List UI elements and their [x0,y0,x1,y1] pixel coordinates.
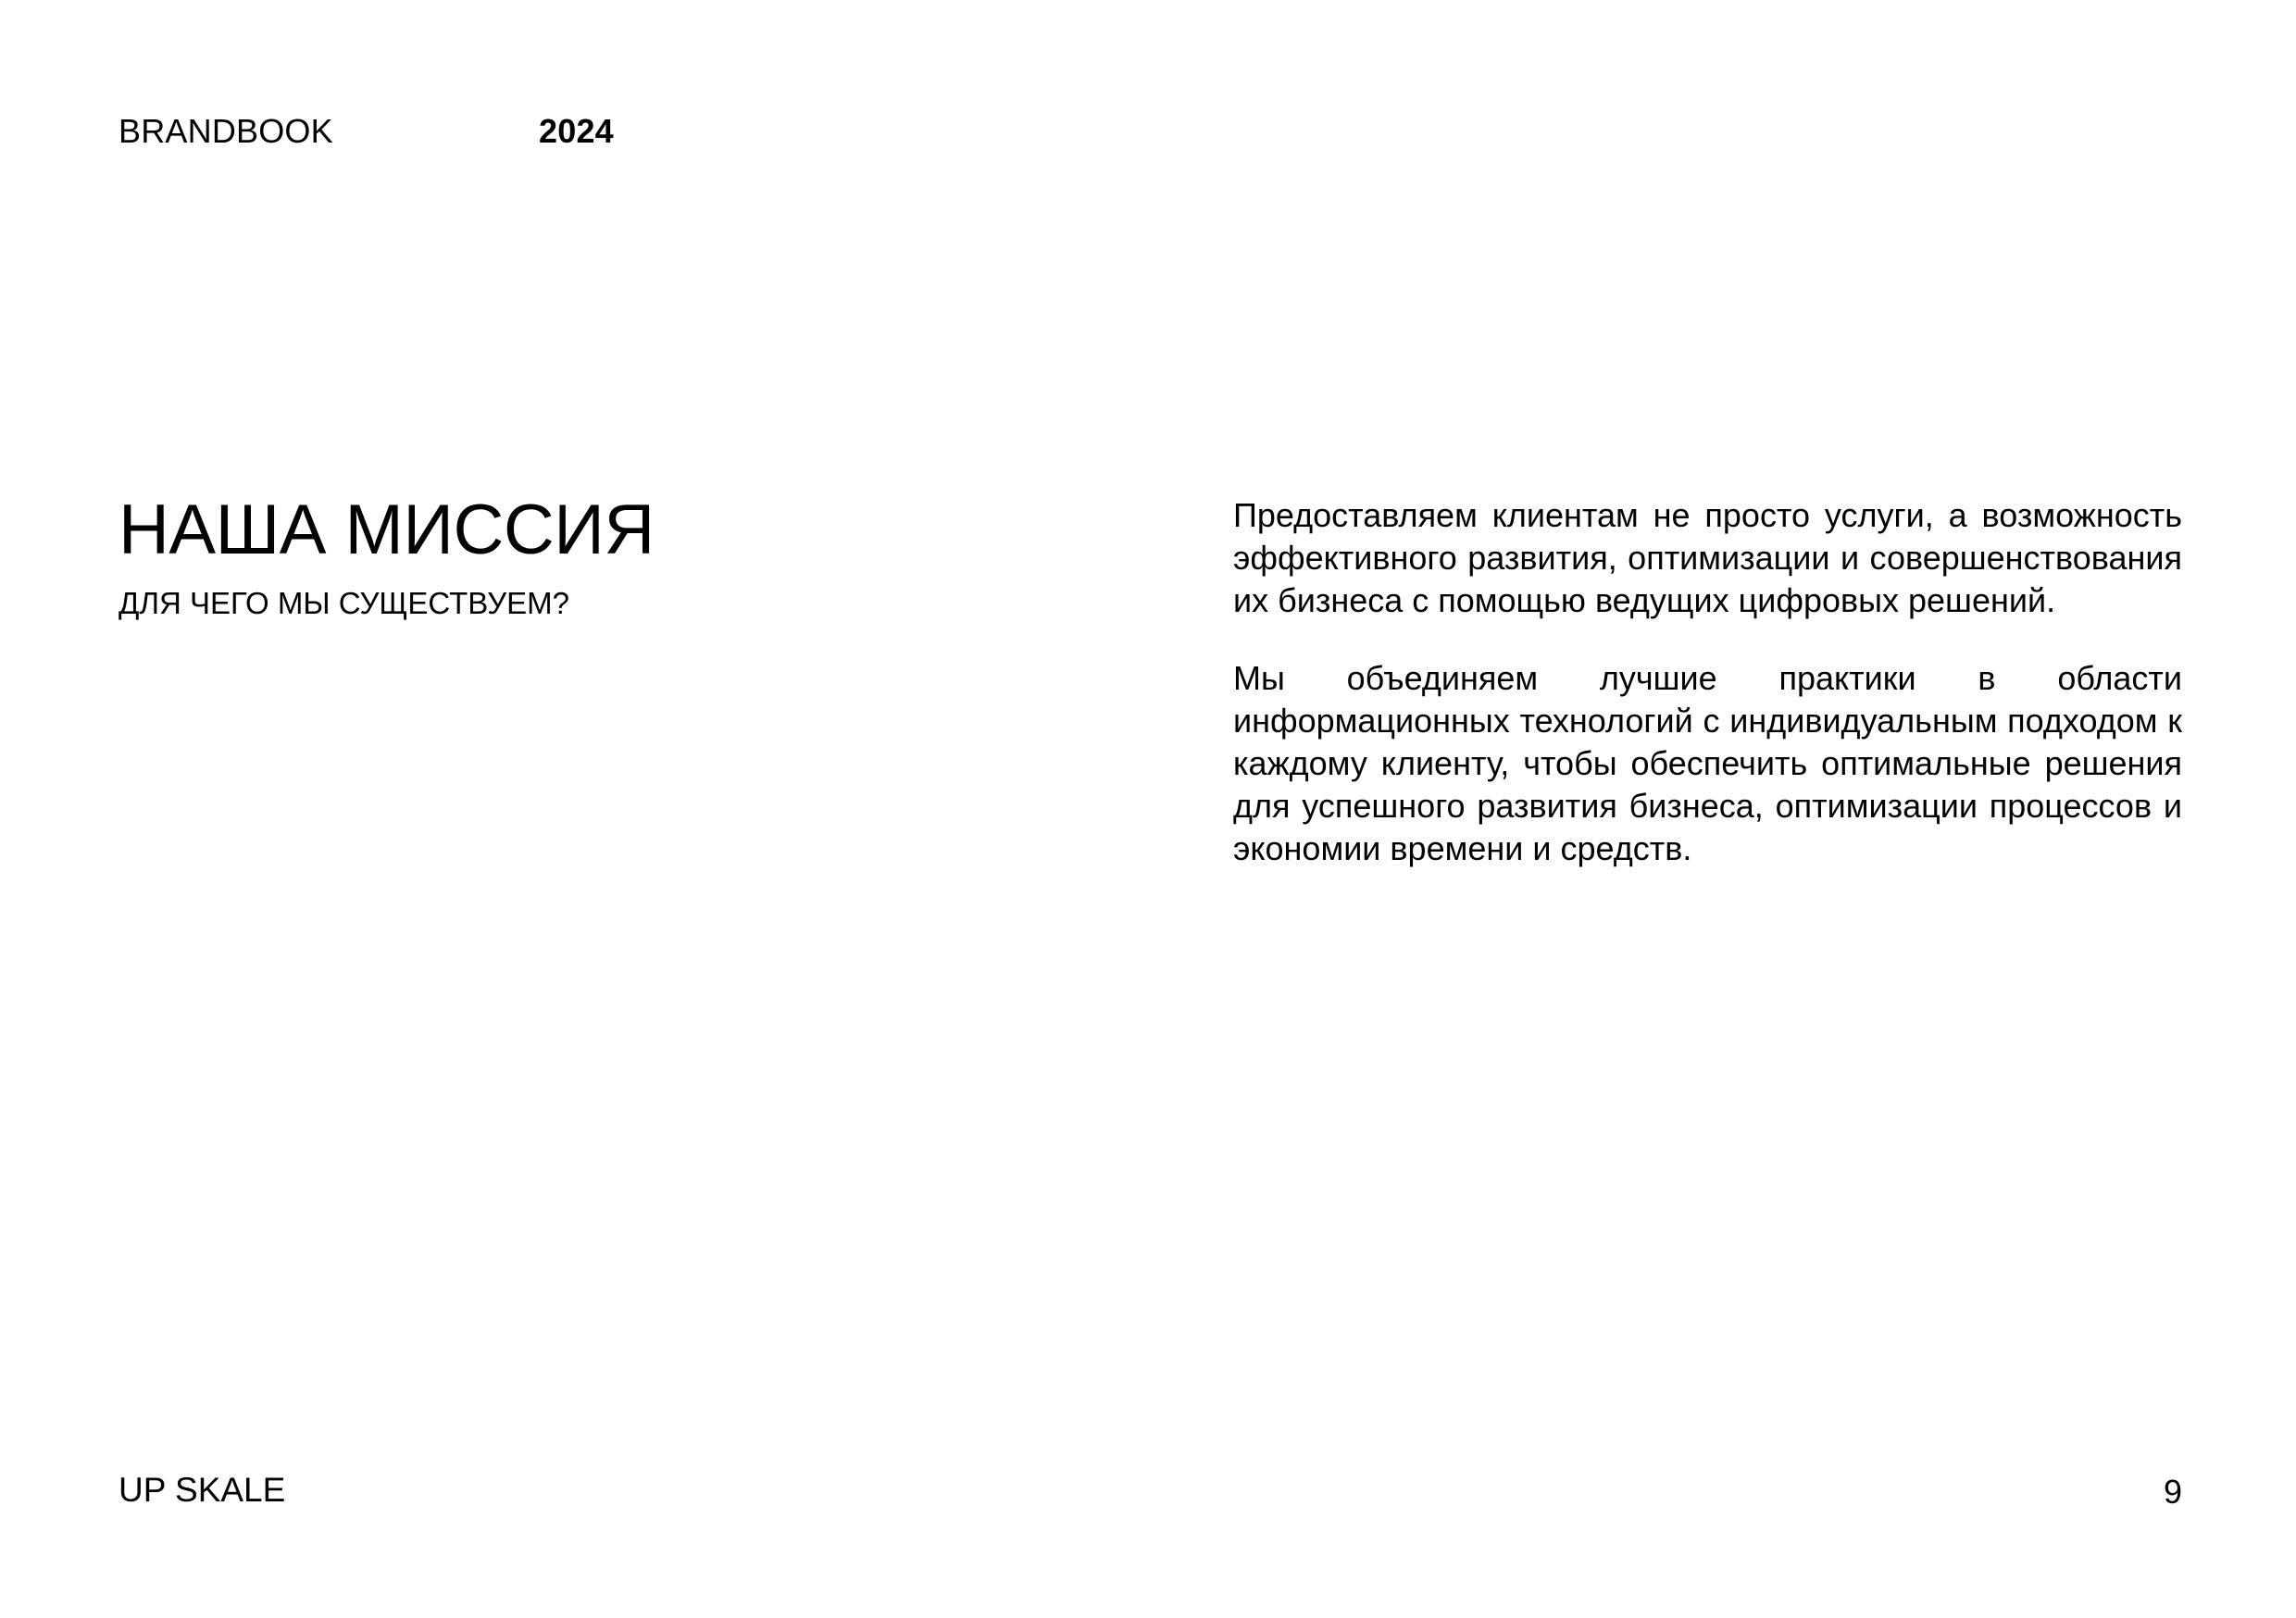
page-number: 9 [2163,1473,2182,1511]
mission-paragraph-2: Мы объединяем лучшие практики в области информационных технологий с индивидуальным подходом к каждому клиенту, чтобы обеспечить оптимальные решения для успешного развития бизнеса, оптимизации процессов и экономии времени и средств. [1233,659,2182,867]
footer-brand: UP SKALE [119,1471,286,1509]
section-title-block [119,489,1044,624]
page-title: НАША МИССИЯ [119,491,655,569]
mission-paragraph-1: Предоставляем клиентам не просто услуги, а возможность эффективного развития, оптимизации и совершенствования их бизнеса с помощью ведущих цифровых решений. [1233,496,2182,619]
page-subtitle: ДЛЯ ЧЕГО МЫ СУЩЕСТВУЕМ? [119,586,570,620]
header-brand-label: BRANDBOOK [119,112,333,150]
header-year-label: 2024 [539,112,614,150]
mission-body [1233,494,2182,905]
